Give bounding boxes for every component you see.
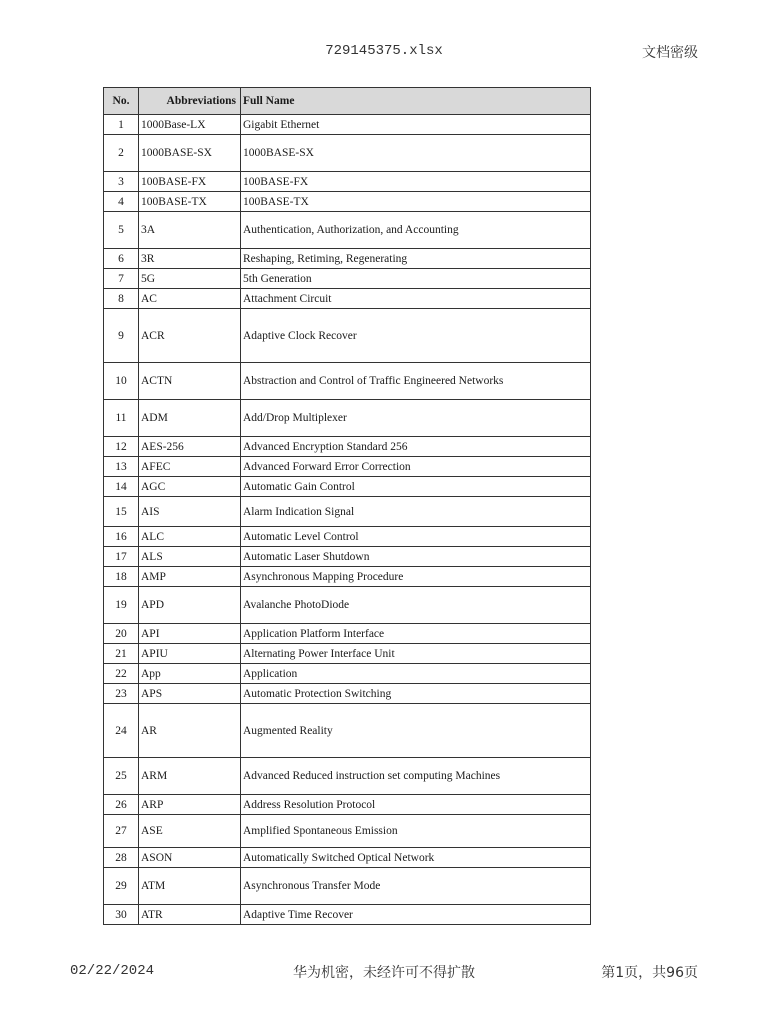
table-row	[104, 400, 591, 437]
abbreviations-table	[103, 87, 591, 925]
row-full-name: Application Platform Interface	[241, 624, 591, 644]
table-row	[104, 363, 591, 400]
row-full-name: Advanced Reduced instruction set computing Machines	[241, 758, 591, 795]
row-number: 29	[104, 868, 139, 905]
table-row	[104, 815, 591, 848]
row-abbreviation: 1000BASE-SX	[139, 135, 241, 172]
row-number: 11	[104, 400, 139, 437]
row-full-name: 5th Generation	[241, 269, 591, 289]
row-full-name: Augmented Reality	[241, 704, 591, 758]
table-row	[104, 868, 591, 905]
table-body	[104, 115, 591, 925]
row-number: 19	[104, 587, 139, 624]
row-full-name: Address Resolution Protocol	[241, 795, 591, 815]
table-row	[104, 192, 591, 212]
row-full-name: Asynchronous Mapping Procedure	[241, 567, 591, 587]
table-row	[104, 527, 591, 547]
footer-confidentiality-notice: 华为机密，未经许可不得扩散	[293, 965, 475, 981]
table-row	[104, 269, 591, 289]
row-full-name: Advanced Encryption Standard 256	[241, 437, 591, 457]
row-abbreviation: APIU	[139, 644, 241, 664]
row-full-name: Automatic Laser Shutdown	[241, 547, 591, 567]
row-number: 12	[104, 437, 139, 457]
row-abbreviation: ALS	[139, 547, 241, 567]
row-full-name: Attachment Circuit	[241, 289, 591, 309]
row-full-name: Add/Drop Multiplexer	[241, 400, 591, 437]
row-full-name: Gigabit Ethernet	[241, 115, 591, 135]
table-row	[104, 624, 591, 644]
table-row	[104, 644, 591, 664]
row-number: 3	[104, 172, 139, 192]
row-abbreviation: ACTN	[139, 363, 241, 400]
footer-date: 02/22/2024	[70, 963, 155, 979]
row-abbreviation: App	[139, 664, 241, 684]
row-number: 8	[104, 289, 139, 309]
row-full-name: Amplified Spontaneous Emission	[241, 815, 591, 848]
table-row	[104, 212, 591, 249]
row-number: 30	[104, 905, 139, 925]
table-row	[104, 309, 591, 363]
row-abbreviation: ATR	[139, 905, 241, 925]
row-number: 17	[104, 547, 139, 567]
row-abbreviation: ARM	[139, 758, 241, 795]
row-number: 27	[104, 815, 139, 848]
row-abbreviation: ATM	[139, 868, 241, 905]
row-abbreviation: AGC	[139, 477, 241, 497]
row-abbreviation: AIS	[139, 497, 241, 527]
row-abbreviation: APS	[139, 684, 241, 704]
row-full-name: Adaptive Time Recover	[241, 905, 591, 925]
row-full-name: Reshaping, Retiming, Regenerating	[241, 249, 591, 269]
row-number: 13	[104, 457, 139, 477]
row-number: 15	[104, 497, 139, 527]
row-full-name: Asynchronous Transfer Mode	[241, 868, 591, 905]
table-row	[104, 758, 591, 795]
column-header-abbreviations: Abbreviations	[139, 88, 241, 115]
table-row	[104, 115, 591, 135]
column-header-full-name: Full Name	[241, 88, 591, 115]
row-number: 14	[104, 477, 139, 497]
row-full-name: 100BASE-FX	[241, 172, 591, 192]
table-header-row	[104, 88, 591, 115]
row-number: 7	[104, 269, 139, 289]
row-abbreviation: ARP	[139, 795, 241, 815]
table-row	[104, 497, 591, 527]
row-number: 1	[104, 115, 139, 135]
table-row	[104, 795, 591, 815]
row-number: 25	[104, 758, 139, 795]
row-abbreviation: AFEC	[139, 457, 241, 477]
table-row	[104, 477, 591, 497]
row-number: 16	[104, 527, 139, 547]
row-number: 9	[104, 309, 139, 363]
row-abbreviation: 3A	[139, 212, 241, 249]
row-abbreviation: ASE	[139, 815, 241, 848]
table-row	[104, 848, 591, 868]
row-number: 5	[104, 212, 139, 249]
row-abbreviation: AR	[139, 704, 241, 758]
row-number: 23	[104, 684, 139, 704]
row-full-name: Automatic Level Control	[241, 527, 591, 547]
row-abbreviation: 5G	[139, 269, 241, 289]
table-row	[104, 172, 591, 192]
row-number: 22	[104, 664, 139, 684]
table-row	[104, 567, 591, 587]
row-abbreviation: ACR	[139, 309, 241, 363]
row-number: 10	[104, 363, 139, 400]
row-number: 21	[104, 644, 139, 664]
row-full-name: 1000BASE-SX	[241, 135, 591, 172]
row-number: 26	[104, 795, 139, 815]
row-full-name: Authentication, Authorization, and Accounting	[241, 212, 591, 249]
table-row	[104, 457, 591, 477]
row-abbreviation: ALC	[139, 527, 241, 547]
row-number: 28	[104, 848, 139, 868]
row-full-name: 100BASE-TX	[241, 192, 591, 212]
row-abbreviation: AMP	[139, 567, 241, 587]
row-abbreviation: API	[139, 624, 241, 644]
table-row	[104, 905, 591, 925]
row-number: 24	[104, 704, 139, 758]
row-full-name: Automatically Switched Optical Network	[241, 848, 591, 868]
row-number: 6	[104, 249, 139, 269]
row-number: 4	[104, 192, 139, 212]
table-row	[104, 249, 591, 269]
row-full-name: Alternating Power Interface Unit	[241, 644, 591, 664]
table-row	[104, 135, 591, 172]
table-row	[104, 664, 591, 684]
row-full-name: Application	[241, 664, 591, 684]
row-abbreviation: ASON	[139, 848, 241, 868]
table-row	[104, 684, 591, 704]
row-abbreviation: AC	[139, 289, 241, 309]
row-full-name: Adaptive Clock Recover	[241, 309, 591, 363]
row-full-name: Avalanche PhotoDiode	[241, 587, 591, 624]
row-abbreviation: 100BASE-FX	[139, 172, 241, 192]
row-abbreviation: 100BASE-TX	[139, 192, 241, 212]
row-number: 2	[104, 135, 139, 172]
table-row	[104, 289, 591, 309]
table-row	[104, 587, 591, 624]
row-full-name: Automatic Protection Switching	[241, 684, 591, 704]
row-abbreviation: ADM	[139, 400, 241, 437]
row-number: 20	[104, 624, 139, 644]
row-full-name: Automatic Gain Control	[241, 477, 591, 497]
table-row	[104, 547, 591, 567]
row-number: 18	[104, 567, 139, 587]
column-header-no: No.	[104, 88, 139, 115]
row-abbreviation: 1000Base-LX	[139, 115, 241, 135]
table-row	[104, 437, 591, 457]
footer-page-number: 第1页，共96页	[601, 965, 698, 981]
table-row	[104, 704, 591, 758]
row-abbreviation: AES-256	[139, 437, 241, 457]
row-full-name: Abstraction and Control of Traffic Engineered Networks	[241, 363, 591, 400]
row-full-name: Alarm Indication Signal	[241, 497, 591, 527]
document-classification: 文档密级	[642, 45, 698, 61]
document-filename: 729145375.xlsx	[325, 43, 443, 59]
row-full-name: Advanced Forward Error Correction	[241, 457, 591, 477]
row-abbreviation: APD	[139, 587, 241, 624]
row-abbreviation: 3R	[139, 249, 241, 269]
